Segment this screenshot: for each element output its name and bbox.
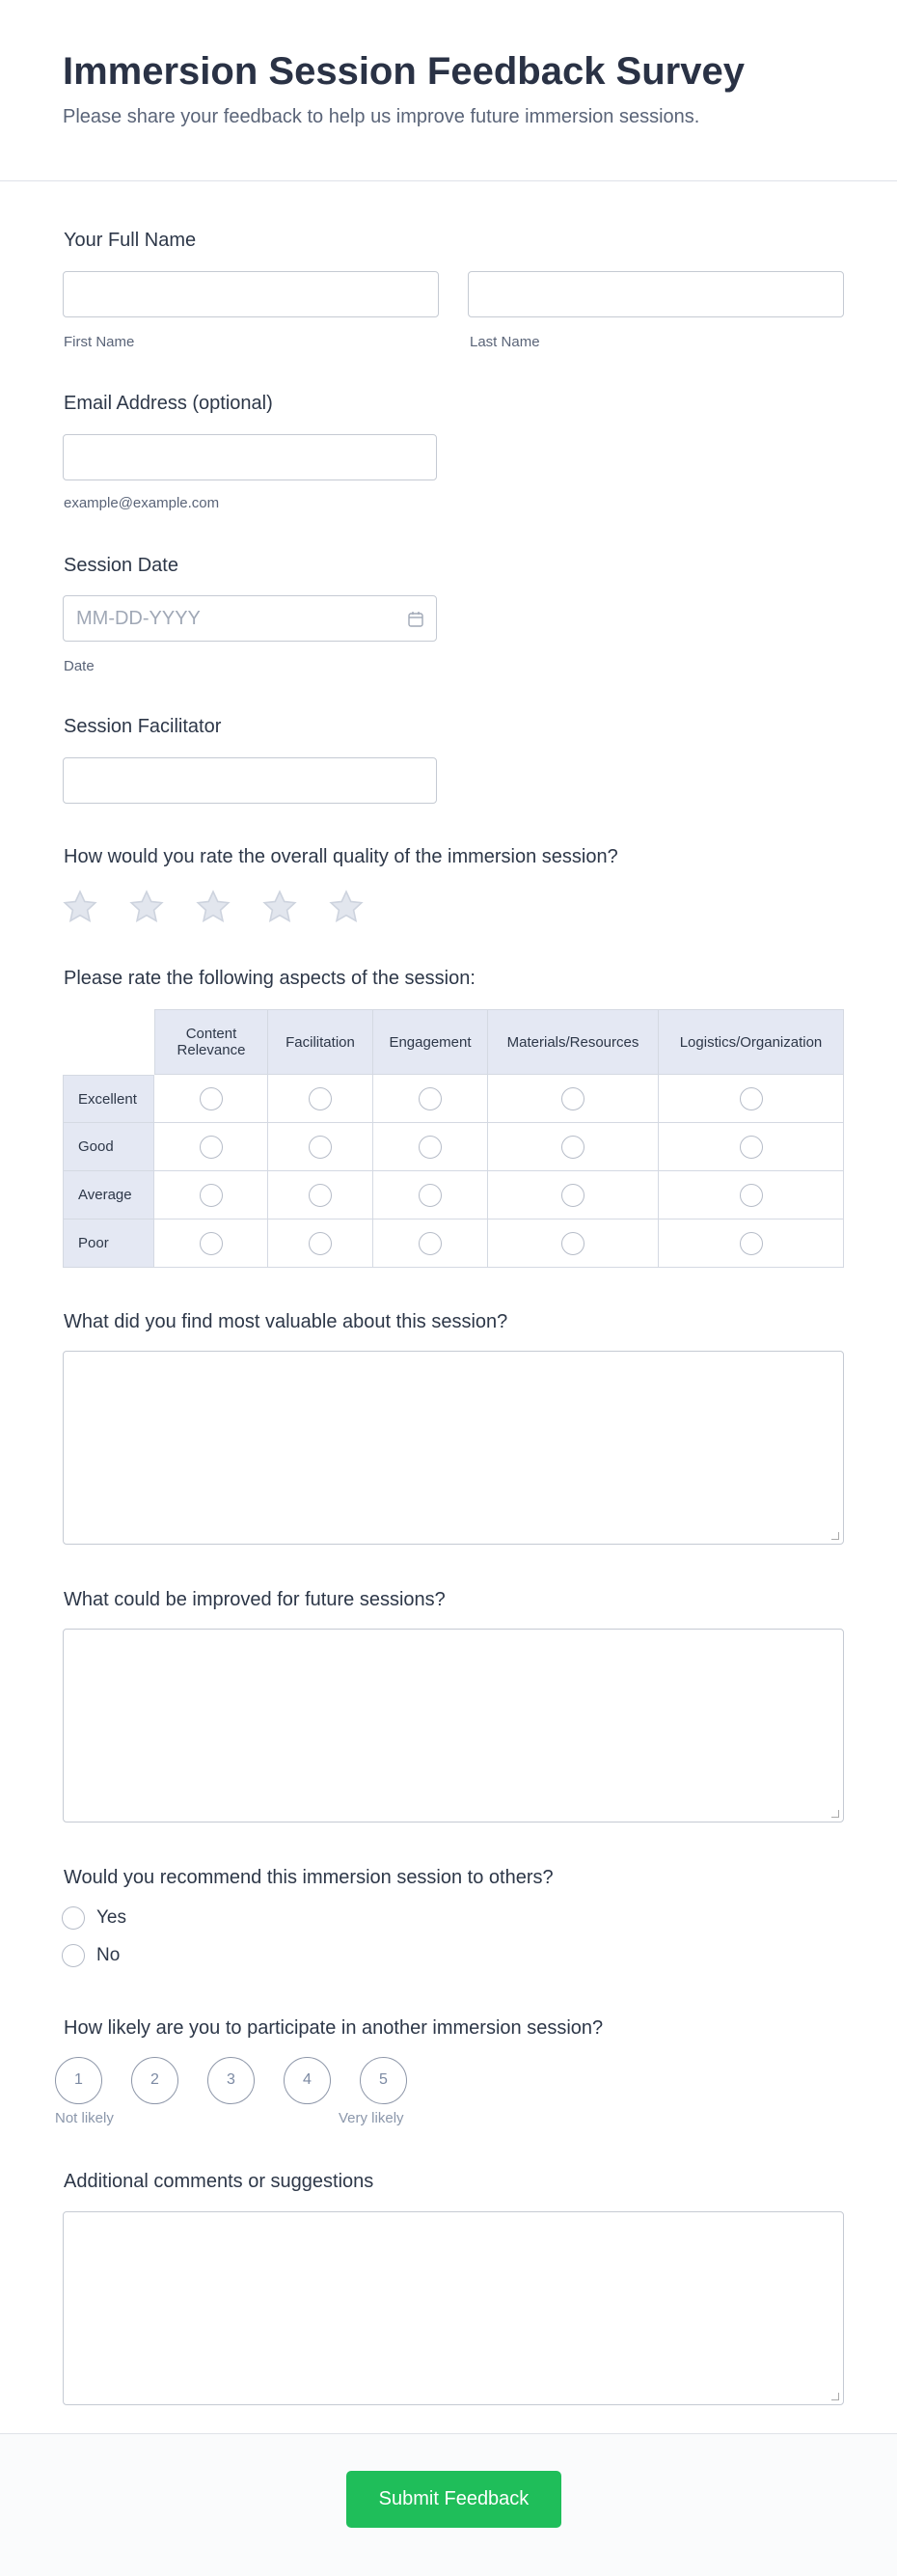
valuable-label: What did you find most valuable about this session?	[64, 1311, 508, 1332]
likely-scale	[55, 2057, 407, 2104]
matrix-row	[63, 1219, 844, 1268]
matrix-row	[63, 1123, 844, 1171]
resize-handle[interactable]	[831, 1810, 839, 1818]
matrix-radio[interactable]	[200, 1136, 223, 1159]
scale-max-label: Very likely	[339, 2110, 404, 2126]
recommend-option-yes[interactable]	[62, 1906, 126, 1930]
matrix-radio[interactable]	[309, 1184, 332, 1207]
matrix-row-header: Average	[63, 1171, 154, 1219]
comments-textarea[interactable]	[63, 2211, 844, 2405]
matrix-row	[63, 1075, 844, 1123]
matrix-radio[interactable]	[200, 1087, 223, 1110]
radio-no[interactable]	[62, 1944, 85, 1967]
footer-divider	[0, 2433, 897, 2434]
last-name-sublabel: Last Name	[470, 334, 540, 350]
star-icon[interactable]	[261, 889, 298, 925]
first-name-input[interactable]	[63, 271, 439, 317]
scale-option[interactable]: 4	[284, 2057, 331, 2104]
matrix-row-header: Poor	[63, 1219, 154, 1268]
matrix-column-header: Logistics/Organization	[659, 1009, 844, 1075]
aspects-matrix	[63, 1009, 844, 1268]
matrix-radio[interactable]	[561, 1087, 584, 1110]
matrix-radio[interactable]	[561, 1136, 584, 1159]
facilitator-label: Session Facilitator	[64, 716, 222, 737]
comments-label: Additional comments or suggestions	[64, 2171, 374, 2192]
matrix-column-header: Materials/Resources	[488, 1009, 659, 1075]
recommend-option-no[interactable]	[62, 1944, 120, 1967]
star-icon[interactable]	[195, 889, 231, 925]
calendar-icon[interactable]	[407, 611, 424, 628]
matrix-radio[interactable]	[309, 1232, 332, 1255]
overall-rating-label: How would you rate the overall quality of the immersion session?	[64, 846, 618, 867]
session-date-input[interactable]	[63, 595, 437, 642]
matrix-radio[interactable]	[740, 1232, 763, 1255]
star-rating[interactable]	[62, 889, 365, 925]
submit-button[interactable]: Submit Feedback	[346, 2471, 561, 2528]
matrix-radio[interactable]	[309, 1136, 332, 1159]
resize-handle[interactable]	[831, 1532, 839, 1540]
matrix-column-header: Content Relevance	[154, 1009, 268, 1075]
scale-min-label: Not likely	[55, 2110, 114, 2126]
matrix-radio[interactable]	[419, 1087, 442, 1110]
matrix-radio[interactable]	[419, 1232, 442, 1255]
session-date-label: Session Date	[64, 555, 178, 576]
facilitator-input[interactable]	[63, 757, 437, 804]
matrix-radio[interactable]	[561, 1184, 584, 1207]
header-divider	[0, 180, 897, 181]
matrix-row-header: Good	[63, 1123, 154, 1171]
option-label: No	[96, 1945, 121, 1965]
star-icon[interactable]	[128, 889, 165, 925]
first-name-sublabel: First Name	[64, 334, 135, 350]
matrix-radio[interactable]	[419, 1136, 442, 1159]
matrix-radio[interactable]	[740, 1184, 763, 1207]
full-name-label: Your Full Name	[64, 230, 197, 251]
page-title: Immersion Session Feedback Survey	[63, 50, 745, 93]
scale-option[interactable]: 5	[360, 2057, 407, 2104]
email-label: Email Address (optional)	[64, 393, 273, 414]
matrix-column-header: Engagement	[373, 1009, 488, 1075]
star-icon[interactable]	[62, 889, 98, 925]
scale-option[interactable]: 3	[207, 2057, 255, 2104]
valuable-textarea[interactable]	[63, 1351, 844, 1545]
scale-option[interactable]: 1	[55, 2057, 102, 2104]
matrix-radio[interactable]	[419, 1184, 442, 1207]
email-input[interactable]	[63, 434, 437, 480]
matrix-column-header: Facilitation	[268, 1009, 373, 1075]
recommend-label: Would you recommend this immersion session to others?	[64, 1867, 554, 1888]
date-placeholder: MM-DD-YYYY	[76, 608, 201, 629]
matrix-corner	[63, 1009, 154, 1075]
option-label: Yes	[96, 1907, 126, 1928]
matrix-radio[interactable]	[740, 1087, 763, 1110]
resize-handle[interactable]	[831, 2393, 839, 2400]
date-sublabel: Date	[64, 658, 95, 674]
matrix-label: Please rate the following aspects of the session:	[64, 968, 476, 989]
matrix-row	[63, 1171, 844, 1219]
matrix-radio[interactable]	[200, 1184, 223, 1207]
scale-option[interactable]: 2	[131, 2057, 178, 2104]
matrix-radio[interactable]	[200, 1232, 223, 1255]
radio-yes[interactable]	[62, 1906, 85, 1930]
likely-label: How likely are you to participate in another immersion session?	[64, 2017, 604, 2039]
matrix-row-header: Excellent	[63, 1075, 154, 1123]
matrix-radio[interactable]	[740, 1136, 763, 1159]
matrix-radio[interactable]	[309, 1087, 332, 1110]
improve-textarea[interactable]	[63, 1629, 844, 1822]
matrix-radio[interactable]	[561, 1232, 584, 1255]
star-icon[interactable]	[328, 889, 365, 925]
last-name-input[interactable]	[468, 271, 844, 317]
page-subtitle: Please share your feedback to help us improve future immersion sessions.	[63, 106, 700, 127]
improve-label: What could be improved for future sessions?	[64, 1589, 446, 1610]
email-sublabel: example@example.com	[64, 495, 220, 511]
